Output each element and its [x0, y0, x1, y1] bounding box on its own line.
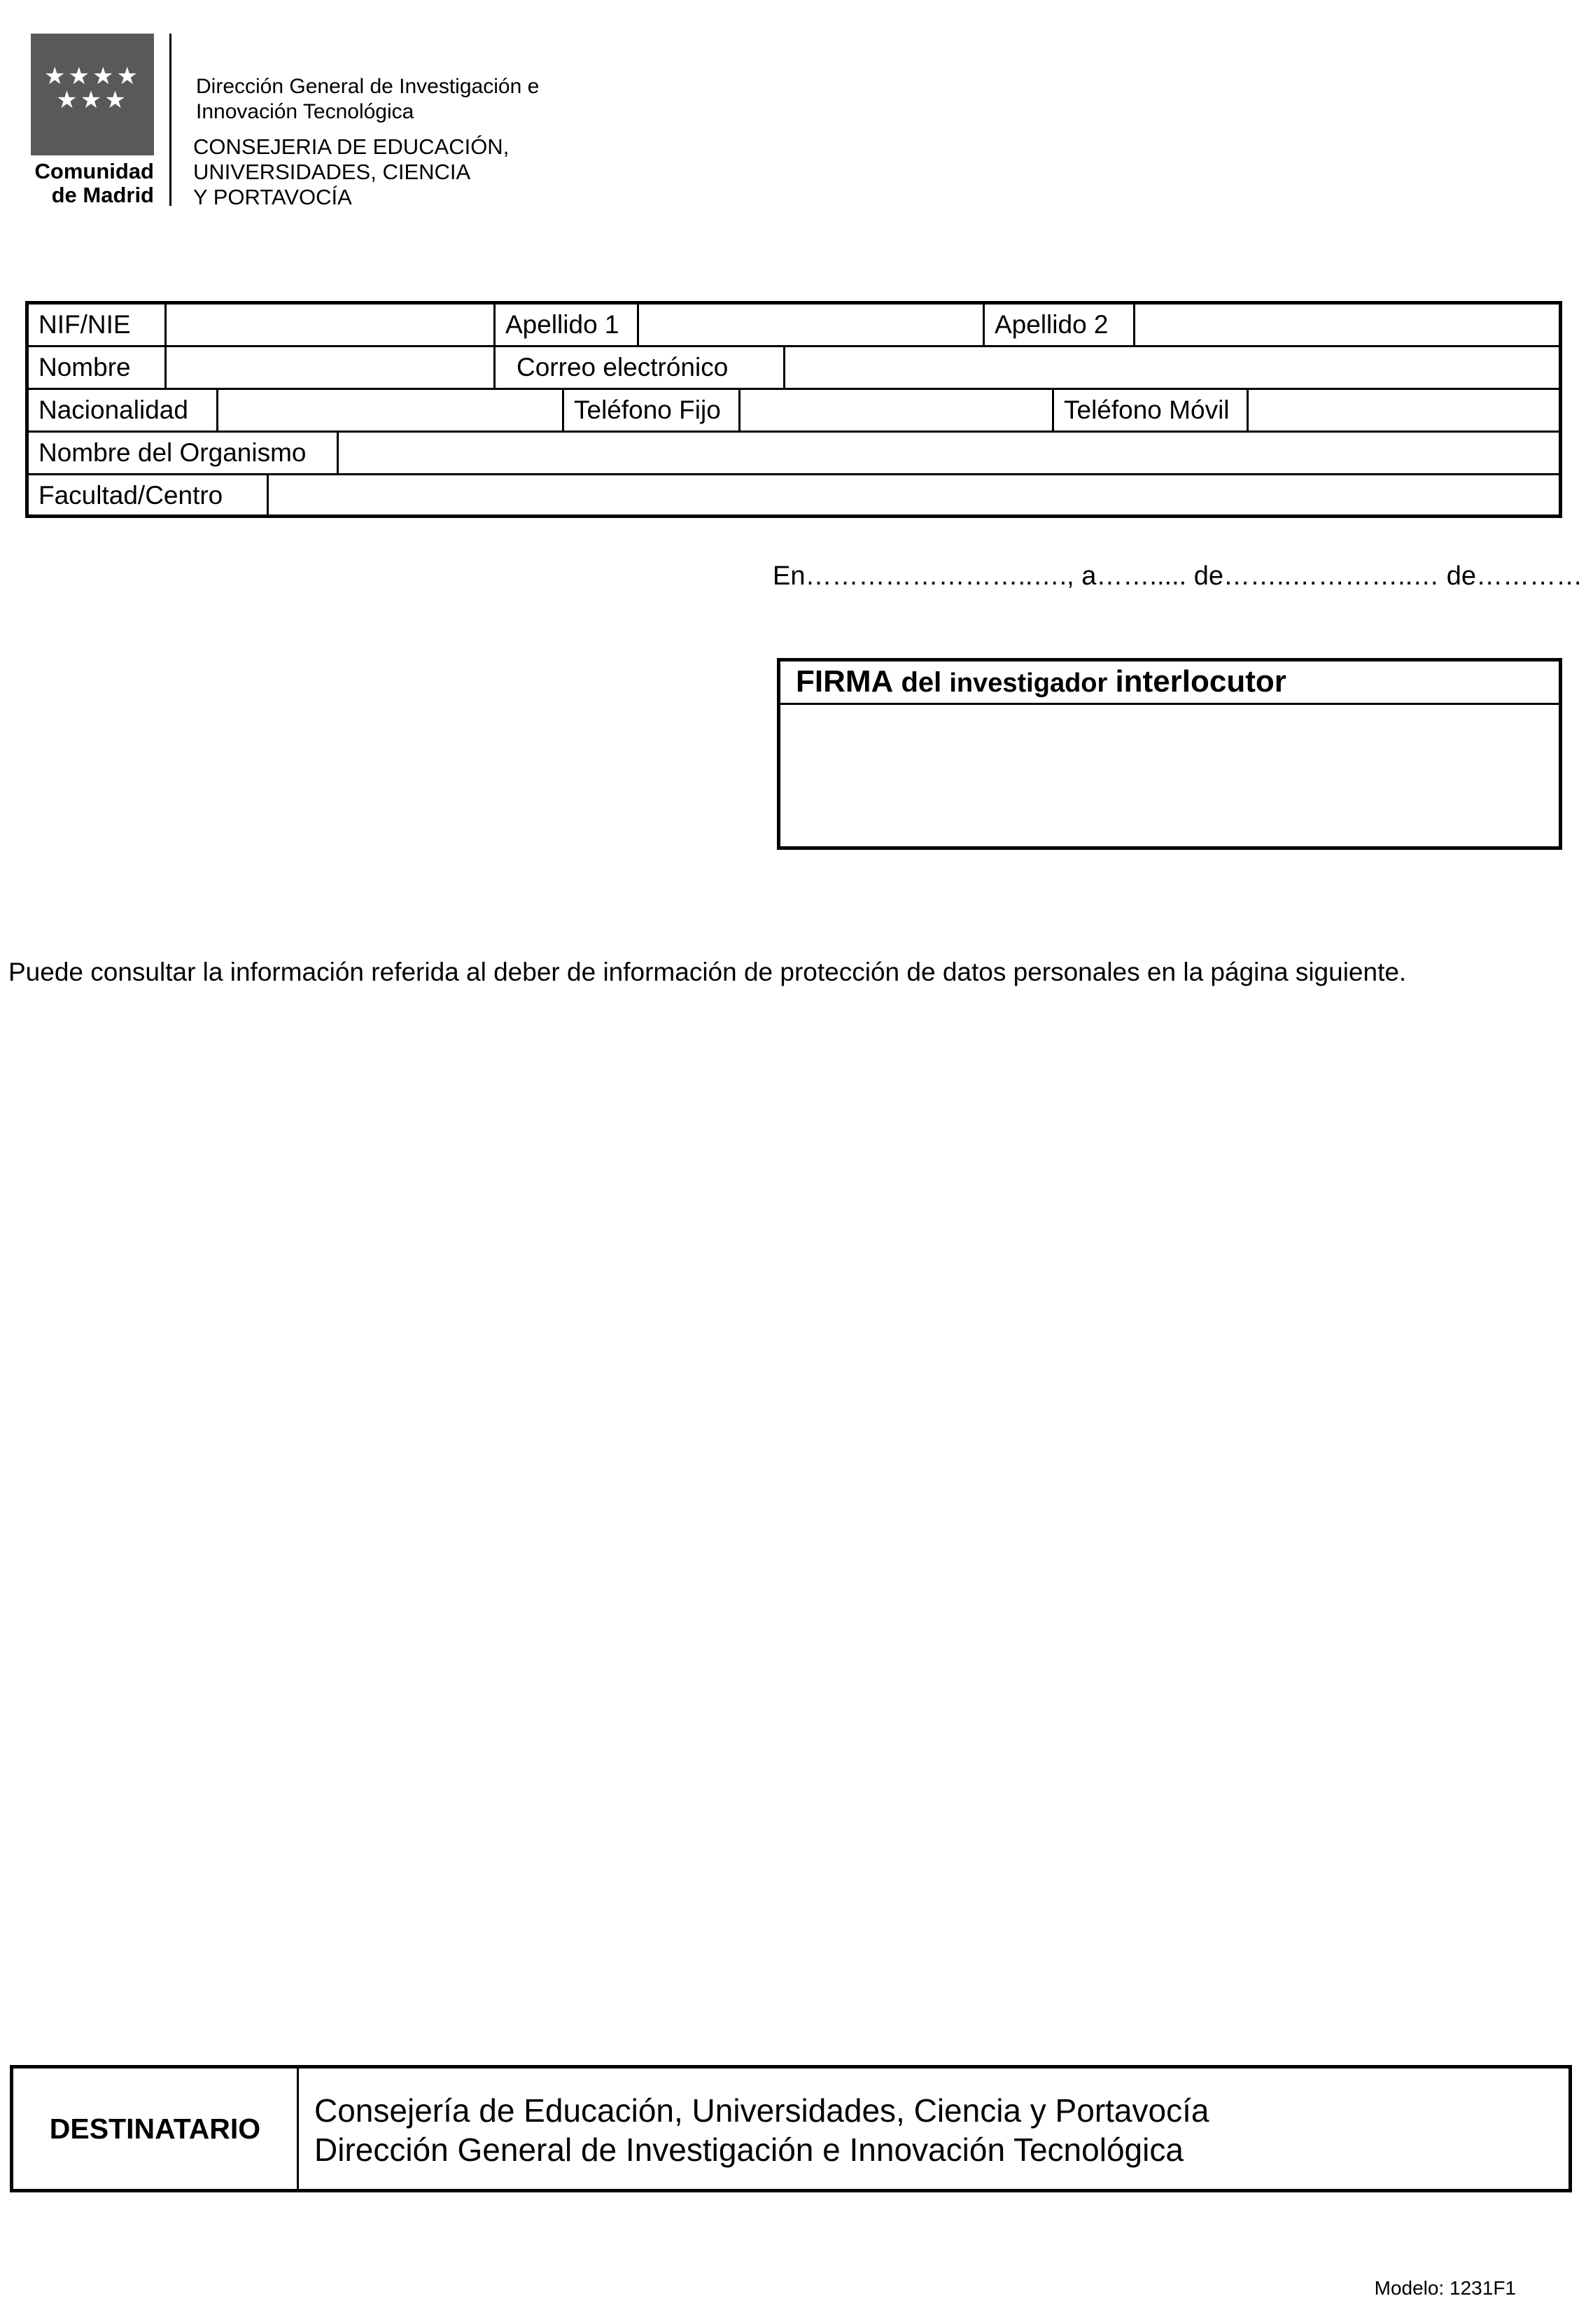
correo-label: Correo electrónico [493, 347, 783, 388]
form-row [29, 475, 1559, 514]
consejeria-name [193, 134, 641, 210]
logo-text-line-2: de Madrid [51, 183, 154, 207]
correo-field[interactable] [783, 347, 1559, 388]
department-name-line-1: Dirección General de Investigación e [196, 75, 540, 98]
telefono-fijo-label: Teléfono Fijo [562, 390, 738, 430]
logo-text-line-1: Comunidad [34, 159, 154, 183]
signature-area[interactable] [780, 705, 1559, 846]
recipient-value [314, 2091, 1209, 2169]
nombre-label: Nombre [38, 353, 131, 382]
form-row [29, 347, 1559, 390]
recipient-line-1: Consejería de Educación, Universidades, Ciencia y Portavocía [314, 2092, 1209, 2129]
consejeria-line-2: UNIVERSIDADES, CIENCIA [193, 160, 471, 184]
signature-header [780, 662, 1559, 705]
nif-field[interactable] [164, 304, 493, 345]
department-name [196, 74, 644, 125]
nombre-field[interactable] [164, 347, 493, 388]
apellido1-field[interactable] [637, 304, 983, 345]
apellido2-label: Apellido 2 [983, 304, 1133, 345]
model-number: Modelo: 1231F1 [1374, 2277, 1516, 2299]
nacionalidad-field[interactable] [216, 390, 562, 430]
signature-title-word: del [901, 667, 942, 698]
apellido1-label: Apellido 1 [493, 304, 637, 345]
signature-title-word: FIRMA [796, 664, 894, 699]
signature-title-word: investigador [949, 668, 1108, 698]
organismo-field[interactable] [337, 433, 1559, 473]
facultad-label: Facultad/Centro [38, 481, 223, 510]
header-divider [169, 34, 171, 206]
logo-stars-icon: ★★★★ ★★★ [44, 63, 141, 113]
recipient-label: DESTINATARIO [13, 2068, 299, 2189]
applicant-form [25, 301, 1562, 518]
telefono-movil-label: Teléfono Móvil [1052, 390, 1247, 430]
privacy-note: Puede consultar la información referida al deber de información de protección de datos personales en la página siguiente. [8, 958, 1407, 986]
form-row [29, 433, 1559, 475]
telefono-fijo-field[interactable] [738, 390, 1052, 430]
telefono-movil-field[interactable] [1247, 390, 1559, 430]
date-line[interactable]: En……………………..…., a……..... de……..…………..… de………… [773, 561, 1583, 591]
recipient-box [10, 2065, 1572, 2192]
form-row [29, 390, 1559, 433]
recipient-line-2: Dirección General de Investigación e Innovación Tecnológica [314, 2132, 1184, 2168]
signature-box [777, 658, 1562, 850]
organismo-label: Nombre del Organismo [38, 438, 307, 467]
facultad-field[interactable] [267, 475, 1559, 514]
nacionalidad-label: Nacionalidad [38, 396, 188, 424]
consejeria-line-1: CONSEJERIA DE EDUCACIÓN, [193, 134, 510, 159]
logo-text [31, 160, 154, 207]
nif-label: NIF/NIE [38, 310, 131, 339]
apellido2-field[interactable] [1133, 304, 1559, 345]
signature-title-word: interlocutor [1115, 664, 1286, 699]
consejeria-line-3: Y PORTAVOCÍA [193, 185, 352, 209]
department-name-line-2: Innovación Tecnológica [196, 100, 414, 123]
form-row [29, 304, 1559, 347]
